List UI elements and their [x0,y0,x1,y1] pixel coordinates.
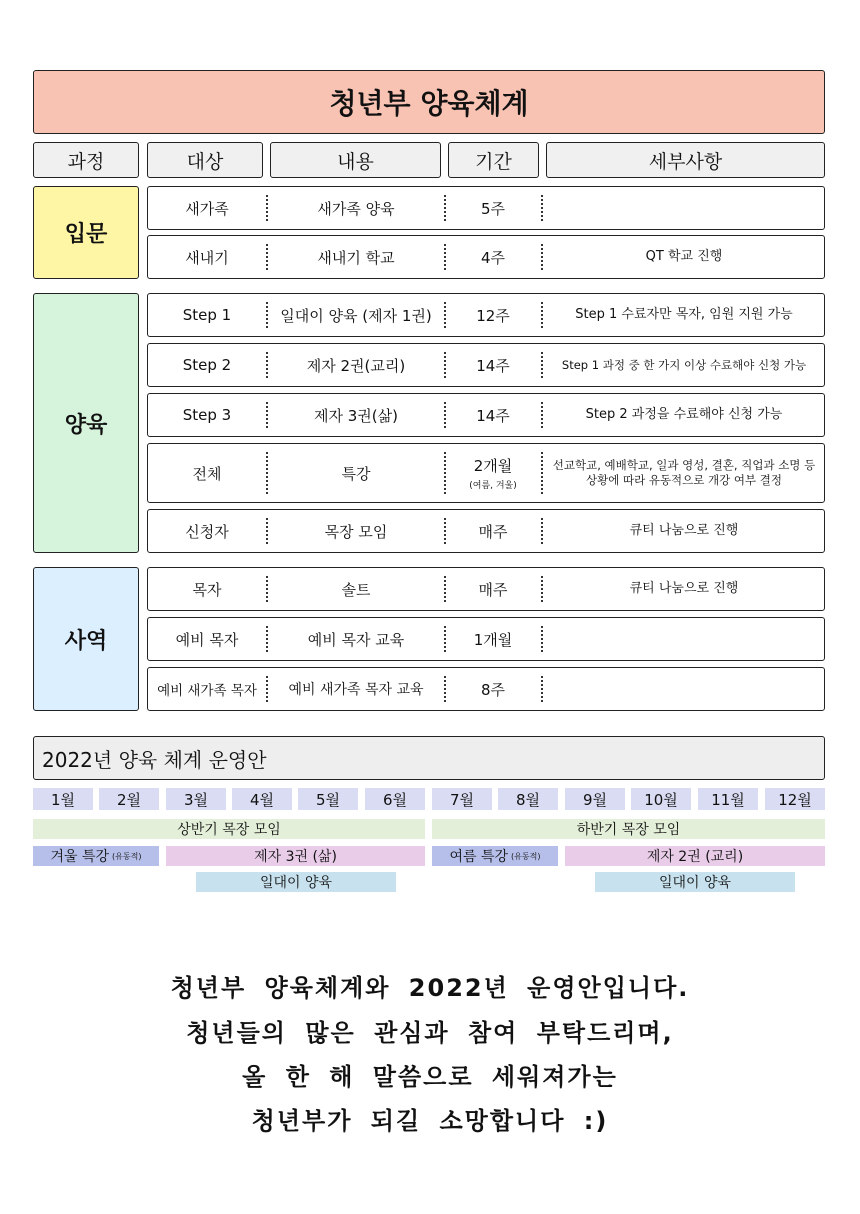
row-period: 12주 [476,306,510,325]
header-period-label: 기간 [475,150,512,173]
table-row [147,293,825,337]
row-target: 새가족 [185,199,229,218]
header-target [147,142,263,178]
summer-special-label: 여름 특강 [449,849,509,865]
header-course-label: 과정 [67,150,105,173]
row-detail: QT 학교 진행 [645,249,723,264]
row-target: Step 2 [182,356,232,374]
page-title [33,70,825,134]
row-content: 일대이 양육 (제자 1권) [280,306,432,325]
row-content: 특강 [341,464,371,483]
month-cell: 5월 [298,788,358,810]
row-period: 매주 [478,522,508,541]
plan-title-text: 2022년 양육 체계 운영안 [42,747,267,772]
winter-special-label: 겨울 특강 [50,849,110,865]
row-detail [544,618,824,660]
disciple2-bar: 제자 2권 (교리) [565,846,825,866]
header-target-label: 대상 [186,150,224,173]
separator [541,195,543,221]
message-line-4: 청년부가 되길 소망합니다 :) [251,1107,609,1135]
message-line-2: 청년들의 많은 관심과 참여 부탁드리며, [186,1019,674,1047]
table-row [147,393,825,437]
header-course [33,142,139,178]
row-detail: 큐티 나눔으로 진행 [629,523,739,538]
page-title-text: 청년부 양육체계 [329,87,529,120]
month-cell: 10월 [631,788,691,810]
category-nurture-label: 양육 [64,412,108,438]
month-cell: 2월 [99,788,159,810]
row-target: 예비 새가족 목자 [157,683,257,699]
message-line-1: 청년부 양육체계와 2022년 운영안입니다. [170,974,690,1002]
table-row [147,343,825,387]
one-on-two-bar-second: 일대이 양육 [595,872,795,892]
row-content: 제자 2권(교리) [306,356,406,375]
row-content: 제자 3권(삶) [314,406,398,425]
table-row [147,617,825,661]
category-ministry [33,567,139,711]
separator [541,302,543,328]
category-entry [33,186,139,279]
month-cell: 6월 [365,788,425,810]
table-row [147,443,825,503]
plan-title [33,736,825,780]
month-cell: 1월 [33,788,93,810]
row-detail: Step 1 과정 중 한 가지 이상 수료해야 신청 가능 [561,357,807,372]
row-content: 예비 목자 교육 [307,630,405,649]
row-period: 매주 [478,580,508,599]
month-cell: 3월 [166,788,226,810]
second-half-meeting-bar: 하반기 목장 모임 [432,819,825,839]
header-detail [546,142,825,178]
row-target: 새내기 [185,248,229,267]
row-period: 1개월 [473,630,513,649]
category-ministry-label: 사역 [64,628,108,654]
month-cell: 9월 [565,788,625,810]
month-cell: 7월 [432,788,492,810]
header-content [270,142,441,178]
row-detail [544,187,824,229]
row-period: 4주 [480,248,506,267]
first-half-meeting-bar: 상반기 목장 모임 [33,819,425,839]
row-detail: 큐티 나눔으로 진행 [629,581,739,596]
row-target: 신청자 [185,522,229,541]
row-period: 14주 [476,406,510,425]
row-target: 예비 목자 [175,630,239,649]
table-row [147,509,825,553]
row-detail-line2: 상황에 따라 유동적으로 개강 여부 결정 [585,473,783,487]
separator [541,244,543,270]
message-line-3: 올 한 해 말씀으로 세워져가는 [242,1063,618,1091]
row-target: 목자 [192,580,222,599]
category-nurture [33,293,139,553]
separator [541,676,543,702]
row-content: 목장 모임 [324,522,388,541]
category-entry-label: 입문 [64,222,108,247]
row-period: 14주 [476,356,510,375]
row-period: 8주 [480,680,506,699]
row-content: 새내기 학교 [317,248,395,267]
row-detail [544,668,824,710]
month-cell: 11월 [698,788,758,810]
month-cell: 12월 [765,788,825,810]
separator [541,452,543,494]
separator [541,626,543,652]
row-period: 5주 [480,199,506,218]
winter-special-bar [33,846,159,866]
row-target: 전체 [192,464,222,483]
summer-special-bar [432,846,558,866]
row-period-cell [446,444,540,502]
disciple3-bar: 제자 3권 (삶) [166,846,425,866]
separator [541,402,543,428]
row-detail-cell [544,444,824,502]
separator [541,352,543,378]
separator [541,518,543,544]
row-content: 새가족 양육 [317,199,395,218]
row-content: 예비 새가족 목자 교육 [288,682,424,698]
header-detail-label: 세부사항 [648,150,723,173]
row-target: Step 3 [182,406,232,424]
header-content-label: 내용 [337,150,374,173]
separator [541,576,543,602]
row-detail: 선교학교, 예배학교, 일과 영성, 결혼, 직업과 소명 등 [552,458,816,472]
row-period-sub: (여름, 겨울) [469,481,517,491]
table-row [147,186,825,230]
row-content: 솔트 [341,580,371,599]
one-on-two-bar-first: 일대이 양육 [196,872,396,892]
header-period [448,142,539,178]
row-detail: Step 1 수료자만 목자, 임원 지원 가능 [575,307,793,322]
row-detail: Step 2 과정을 수료해야 신청 가능 [585,407,783,422]
row-period: 2개월 [473,457,513,475]
summer-special-tag: (유동적) [511,851,541,861]
table-row [147,567,825,611]
month-cell: 8월 [498,788,558,810]
table-row [147,667,825,711]
table-row [147,235,825,279]
winter-special-tag: (유동적) [112,851,142,861]
month-cell: 4월 [232,788,292,810]
row-target: Step 1 [182,306,232,324]
